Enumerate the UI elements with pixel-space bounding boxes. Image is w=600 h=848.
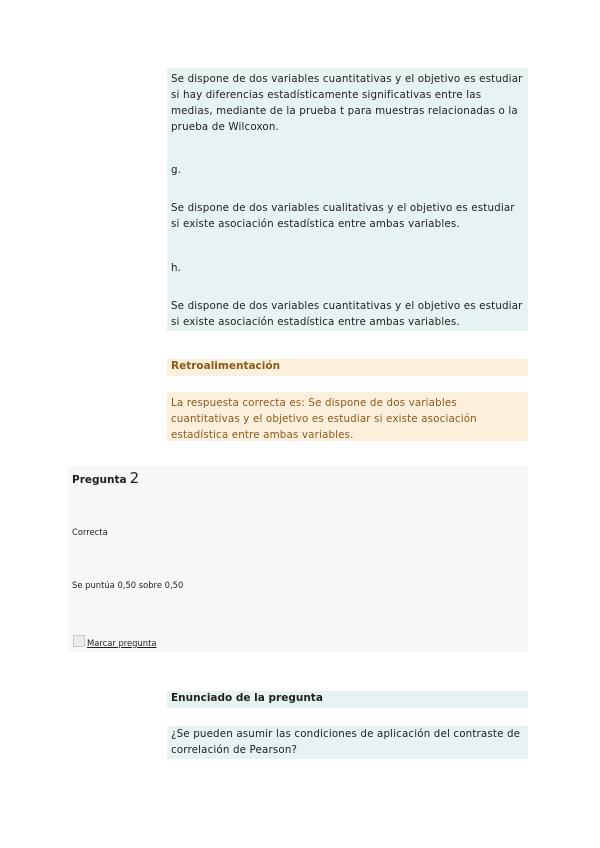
answer-option-f-text: Se dispone de dos variables cuantitativas y el objetivo es estudiar si hay diferencias estadísticamente significativas entre las medias, mediante de la prueba t para muestras relacionadas o la prueba de Wilcoxon. [171, 73, 523, 133]
answer-option-g-letter: g. [171, 164, 182, 176]
feedback-box [167, 392, 528, 441]
answer-option-g-text: Se dispone de dos variables cualitativas y el objetivo es estudiar si existe asociación estadística entre ambas variables. [171, 202, 515, 230]
feedback-heading: Retroalimentación [171, 360, 281, 372]
question-number: 2 [129, 469, 140, 487]
flag-question-link[interactable]: Marcar pregunta [87, 638, 157, 648]
answer-option-h-letter: h. [171, 262, 182, 274]
question-grade: Se puntúa 0,50 sobre 0,50 [72, 580, 184, 590]
statement-heading: Enunciado de la pregunta [171, 692, 323, 704]
question-title [72, 469, 139, 487]
feedback-text: La respuesta correcta es: Se dispone de dos variables cuantitativas y el objetivo es estudiar si existe asociación estadística entre ambas variables. [171, 397, 477, 441]
statement-heading-bar [167, 691, 528, 708]
statement-text: ¿Se pueden asumir las condiciones de aplicación del contraste de correlación de Pearson? [171, 728, 521, 756]
question-label: Pregunta [72, 474, 127, 486]
feedback-heading-bar [167, 359, 528, 376]
flag-checkbox[interactable] [73, 635, 85, 647]
answer-option-h-text: Se dispone de dos variables cuantitativas y el objetivo es estudiar si existe asociación estadística entre ambas variables. [171, 300, 523, 328]
statement-box [167, 726, 528, 759]
question-state: Correcta [72, 527, 108, 537]
question-info-panel [68, 466, 528, 652]
